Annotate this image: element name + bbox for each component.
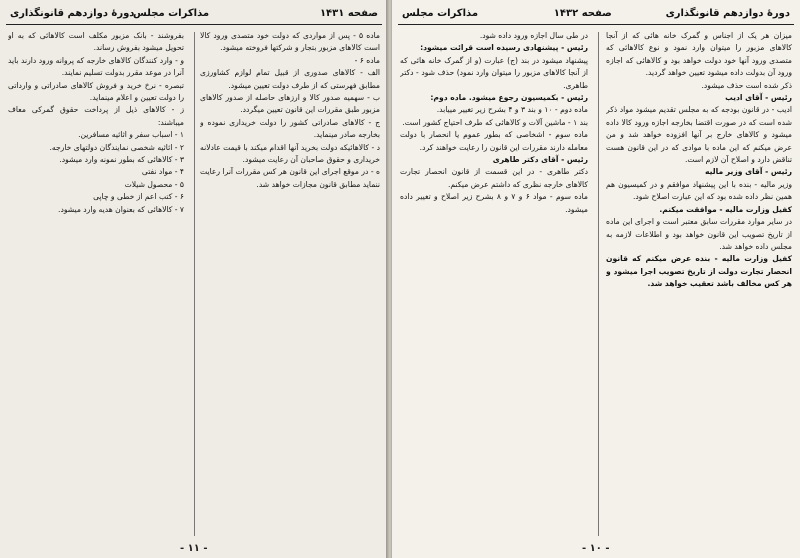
- paragraph: ۵ - محصول شیلات: [124, 179, 184, 189]
- right-page-header: [398, 4, 794, 25]
- paragraph: ۷ - کالاهائی که بعنوان هدیه وارد میشود.: [58, 204, 184, 214]
- page-number: - ۱۰ -: [582, 543, 610, 554]
- paragraph: ذکر شده است حذف میشود.: [701, 80, 792, 90]
- paragraph: ماده سوم - اشخاصی که بطور عموم یا انحصار با دولت معامله دارند مقررات این قانون را رعایت خواهند کرد.: [400, 130, 588, 152]
- paragraph: بند ۱ - ماشین آلات و کالاهائی که طرف احتیاج کشور است.: [402, 117, 588, 127]
- left-page: [0, 0, 388, 558]
- right-page-left-column: [400, 30, 588, 530]
- paragraph: میزان هر یک از اجناس و گمرک خانه هائی که از آنجا کالاهای مزبور را میتوان وارد نمود و نوع کالاهائی که متصدی ورود آنها خود دولت خواهد بود و کالاهائی که اجازه ورود آن بدولت داده میشود تعیین خواهد گردید.: [606, 31, 792, 78]
- paragraph: ه - در موقع اجرای این قانون هر کس مقررات آنرا رعایت ننماید مطابق قانون مجازات خواهد شد.: [200, 167, 380, 189]
- paragraph: ۳ - کالاهائی که بطور نمونه وارد میشود.: [59, 155, 184, 165]
- header-center-text: مذاکرات مجلس: [133, 8, 210, 19]
- paragraph: بفروشند - بانک مزبور مکلف است کالاهائی که به او تحویل میشود بفروش رساند.: [8, 31, 184, 53]
- right-page: [392, 0, 800, 558]
- header-right-text: صفحه ۱۴۳۱: [319, 8, 378, 19]
- paragraph: در سایر موارد مقررات سابق معتبر است و اجرای این ماده از تاریخ تصویب این قانون خواهد بود و اطلاعات لازمه به مجلس داده خواهد شد.: [606, 217, 792, 251]
- header-left-text: دورهٔ دوازدهم قانونگذاری: [10, 8, 135, 19]
- paragraph: ماده ۵ - پس از مواردی که دولت خود متصدی ورود کالا است کالاهای مزبور بتجار و شرکتها فروخته میشود.: [200, 31, 380, 53]
- column-divider: [194, 32, 195, 536]
- paragraph: ب - سهمیه صدور کالا و ارزهای حاصله از صدور کالاهای مزبور طبق مقررات این قانون تعیین میگردد.: [200, 93, 380, 115]
- paragraph: ۶ - کتب اعم از خطی و چاپی: [93, 192, 184, 202]
- header-center-text: صفحه ۱۴۳۲: [553, 8, 612, 19]
- paragraph: ماده سوم - مواد ۶ و ۷ و ۸ بشرح زیر اصلاح و تغییر داده میشود.: [400, 192, 588, 214]
- paragraph: ماده ۶ -: [354, 55, 380, 65]
- page-number: - ۱۱ -: [180, 543, 208, 554]
- paragraph: ادیب - در قانون بودجه که به مجلس تقدیم میشود مواد ذکر شده است که در صورت اقتضا بخارجه اجازه ورود کالا داده میشود و کالاهای خارج بر آنها افزوده خواهد شد و من عرض میکنم که این ماده با موادی که در این قانون هست تناقض دارد و اصلاح آن لازم است.: [606, 105, 792, 165]
- left-page-right-column: [200, 30, 380, 530]
- paragraph: ۲ - اثاثیه شخصی نمایندگان دولتهای خارجه.: [49, 142, 184, 152]
- paragraph: در طی سال اجازه ورود داده شود.: [479, 31, 588, 40]
- speaker-line: کفیل وزارت مالیه - موافقت میکنم.: [659, 204, 792, 214]
- speaker-line: رئیس - آقای وزیر مالیه: [705, 167, 792, 177]
- paragraph: تبصره - نرخ خرید و فروش کالاهای صادراتی و وارداتی را دولت تعیین و اعلام مینماید.: [8, 80, 184, 103]
- paragraph: پیشنهاد میشود در بند (ج) عبارت (و از گمرک خانه هائی که از آنجا کالاهای مزبور را میتوان وارد نمود) حذف شود - دکتر طاهری.: [400, 55, 588, 90]
- header-left-text: مذاکرات مجلس: [402, 8, 479, 19]
- speaker-line: رئیس - پیشنهادی رسیده است قرائت میشود:: [420, 43, 588, 53]
- left-page-left-column: [8, 30, 184, 530]
- paragraph: د - کالاهائیکه دولت بخرید آنها اقدام میکند با قیمت عادلانه خریداری و حقوق صاحبان آن رعایت میشود.: [200, 142, 380, 165]
- column-divider: [598, 32, 599, 536]
- paragraph: ز - کالاهای ذیل از پرداخت حقوق گمرکی معاف میباشند:: [8, 105, 184, 127]
- paragraph: وزیر مالیه - بنده با این پیشنهاد موافقم و در کمیسیون هم همین نظر داده شده بود که این عبارت اصلاح شود.: [606, 179, 792, 202]
- paragraph: الف - کالاهای صدوری از قبیل تمام لوازم کشاورزی مطابق فهرستی که از طرف دولت تعیین میشود.: [200, 68, 380, 90]
- speaker-line: رئیس - آقای ادیب: [725, 93, 792, 103]
- header-right-text: دورهٔ دوازدهم قانونگذاری: [665, 8, 790, 19]
- paragraph: دکتر طاهری - در این قسمت از قانون انحصار تجارت کالاهای خارجه نظری که داشتم عرض میکنم.: [400, 167, 588, 189]
- paragraph: ۴ - مواد نفتی: [141, 167, 184, 177]
- speaker-line: رئیس - بکمیسیون رجوع میشود. ماده دوم:: [430, 93, 588, 103]
- speaker-line: رئیس - آقای دکتر طاهری: [492, 155, 588, 165]
- speaker-line: کفیل وزارت مالیه - بنده عرض میکنم که قانون انحصار تجارت دولت از تاریخ تصویب اجرا میشود و هر کس مخالف باشد تعقیب خواهد شد.: [606, 254, 792, 289]
- paragraph: ۱ - اسباب سفر و اثاثیه مسافرین.: [78, 130, 184, 140]
- paragraph: ماده دوم - ۱۰ و بند ۳ و ۴ بشرح زیر تغییر مییابد.: [436, 105, 588, 115]
- paragraph: ج - کالاهای صادراتی کشور را دولت خریداری نموده و بخارجه صادر مینماید.: [200, 117, 380, 140]
- paragraph: و - وارد کنندگان کالاهای خارجه که پروانه ورود دارند باید آنرا در موعد مقرر بدولت تسلیم نمایند.: [8, 55, 184, 78]
- left-page-header: [6, 4, 382, 25]
- right-page-right-column: [606, 30, 792, 530]
